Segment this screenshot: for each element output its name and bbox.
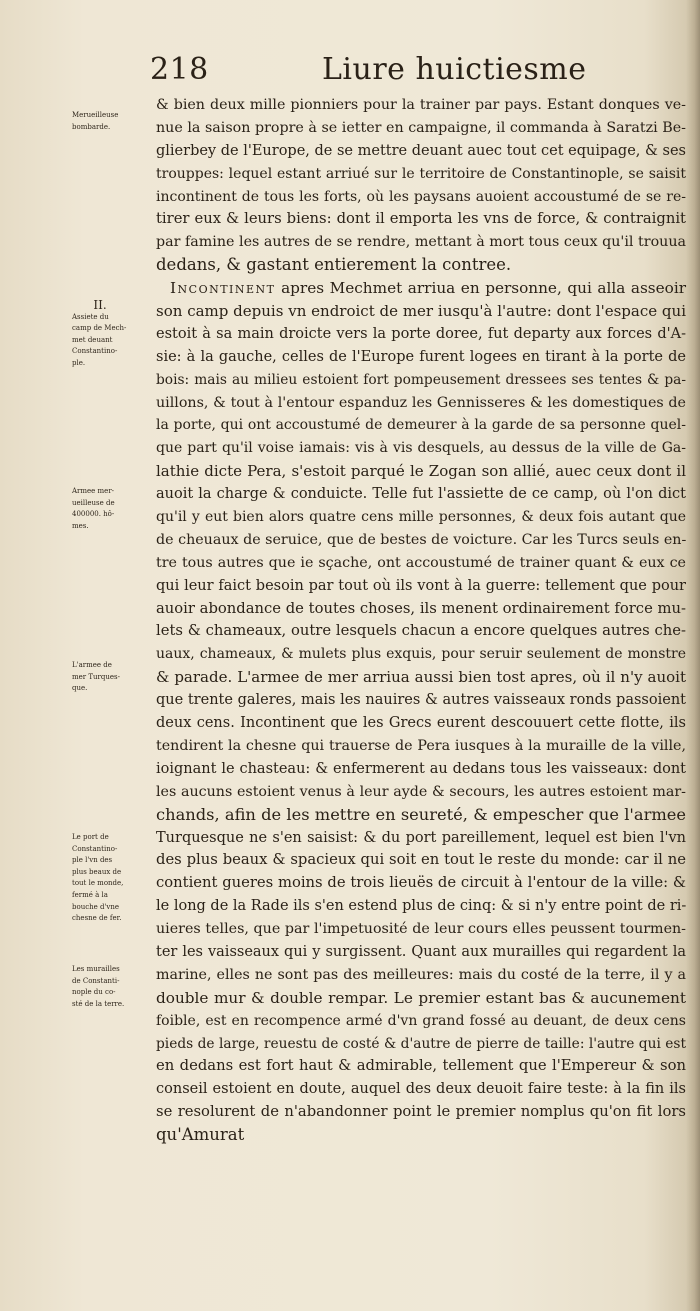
page-edge-shadow	[686, 0, 700, 1311]
page-number: 218	[150, 52, 209, 87]
text-line: bois: mais au milieu estoient fort pompeusement dressees ses tentes & pa-	[156, 371, 686, 388]
text-line: auoir abondance de toutes choses, ils menent ordinairement force mu-	[156, 599, 686, 617]
text-line: uaux, chameaux, & mulets plus exquis, pour seruir seulement de monstre	[156, 646, 686, 663]
text-line: sie: à la gauche, celles de l'Europe furent logees en tirant à la porte de	[156, 348, 686, 365]
text-line: que part qu'il voise iamais: vis à vis desquels, au dessus de la ville de Ga-	[156, 440, 686, 457]
margin-note-line: camp de Mech-	[72, 324, 127, 333]
text-line: que trente galeres, mais les nauires & autres vaisseaux ronds passoient	[156, 692, 686, 709]
catchword: qu'Amurat	[156, 1125, 245, 1145]
text-line: incontinent de tous les forts, où les paysans auoient accoustumé de se re-	[156, 188, 686, 205]
text-line: marine, elles ne sont pas des meilleures: mais du costé de la terre, il y a	[156, 966, 686, 983]
running-title: Liure huictiesme	[322, 52, 587, 87]
margin-note-line: plus beaux de	[72, 867, 122, 876]
margin-note-line: bombarde.	[72, 122, 111, 131]
text-line: contient gueres moins de trois lieuës de circuit à l'entour de la ville: &	[156, 874, 686, 892]
text-line: double mur & double rempar. Le premier estant bas & aucunement	[156, 988, 686, 1007]
text-line: & parade. L'armee de mer arriua aussi bien tost apres, où il n'y auoit	[156, 668, 686, 687]
text-line: qu'il y eut bien alors quatre cens mille personnes, & deux fois autant que	[156, 509, 686, 526]
margin-note-line: ple.	[72, 358, 86, 367]
margin-note-line: de Constanti-	[72, 976, 120, 985]
drop-word: Incontinent	[170, 279, 276, 298]
text-line: de cheuaux de seruice, que de bestes de voicture. Car les Turcs seuls en-	[156, 531, 687, 548]
text-line: & bien deux mille pionniers pour la trainer par pays. Estant donques ve-	[156, 97, 686, 113]
margin-note-line: tout le monde,	[72, 879, 124, 888]
margin-note-line: bouche d'vne	[72, 902, 120, 911]
text-line: qui leur faict besoin par tout où ils vont à la guerre: tellement que pour	[156, 577, 686, 594]
text-line: conseil estoient en doute, auquel des deux deuoit faire teste: à la fin ils	[156, 1081, 686, 1098]
margin-note-number: II.	[93, 298, 107, 312]
margin-note-murailles	[72, 964, 162, 1010]
text-line: nue la saison propre à se ietter en campaigne, il commanda à Saratzi Be-	[156, 119, 686, 136]
margin-note-line: Assiete du	[72, 312, 109, 321]
text-line: par famine les autres de se rendre, mettant à mort tous ceux qu'il trouua	[156, 234, 686, 251]
margin-note-line: ple l'vn des	[72, 856, 113, 865]
margin-note-armee	[72, 486, 162, 532]
margin-note-line: chesne de fer.	[72, 914, 122, 923]
margin-note-line: mer Turques-	[72, 672, 120, 681]
text-line: tirer eux & leurs biens: dont il emporta les vns de force, & contraignit	[156, 210, 686, 228]
text-line: Turquesque ne s'en saisist: & du port pareillement, lequel est bien l'vn	[156, 829, 686, 846]
text-line-paragraph-start	[156, 277, 686, 300]
margin-note-line: 400000. hô-	[72, 510, 115, 519]
text-line: des plus beaux & spacieux qui soit en tout le reste du monde: car il ne	[156, 851, 686, 869]
text-line: tendirent la chesne qui trauerse de Pera iusques à la muraille de la ville,	[156, 737, 686, 754]
text-line: la porte, qui ont accoustumé de demeurer à la garde de sa personne quel-	[156, 417, 686, 434]
margin-note-port	[72, 832, 162, 925]
margin-note-camp	[72, 300, 162, 370]
text-line: le long de la Rade ils s'en estend plus de cinq: & si n'y entre point de ri-	[156, 898, 687, 915]
text-line: uieres telles, que par l'impetuosité de leur cours elles peussent tourmen-	[156, 921, 686, 938]
text-line: se resolurent de n'abandonner point le premier nomplus qu'on fit lors	[156, 1103, 686, 1121]
text-line: ioignant le chasteau: & enfermerent au dedans tous les vaisseaux: dont	[156, 760, 686, 777]
text-line-rest: apres Mechmet arriua en personne, qui alla asseoir	[281, 279, 686, 298]
text-line: pieds de large, reuestu de costé & d'autre de pierre de taille: l'autre qui est	[156, 1035, 686, 1052]
margin-note-line: Les murailles	[72, 965, 120, 973]
margin-note-line: sté de la terre.	[72, 999, 125, 1008]
text-line: estoit à sa main droicte vers la porte doree, fut departy aux forces d'A-	[156, 325, 686, 342]
text-line: foible, est en recompence armé d'vn grand fossé au deuant, de deux cens	[156, 1012, 686, 1029]
text-line: ter les vaisseaux qui y surgissent. Quant aux murailles qui regardent la	[156, 943, 686, 960]
text-line: deux cens. Incontinent que les Grecs eurent descouuert cette flotte, ils	[156, 715, 686, 732]
margin-note-line: Le port de	[72, 833, 109, 841]
margin-note-line: que.	[72, 684, 88, 693]
text-line: dedans, & gastant entierement la contree.	[156, 255, 512, 275]
text-line: glierbey de l'Europe, de se mettre deuant auec tout cet equipage, & ses	[156, 142, 686, 159]
margin-note-line: Merueilleuse	[72, 111, 119, 119]
text-line: tre tous autres que ie sçache, ont accoustumé de trainer quant & eux ce	[156, 554, 686, 571]
margin-note-line: fermé à la	[72, 890, 108, 899]
page-header	[150, 52, 690, 92]
text-line: chands, afin de les mettre en seureté, & empescher que l'armee	[156, 804, 686, 824]
margin-note-line: ueilleuse de	[72, 498, 115, 507]
margin-note-line: met deuant	[72, 335, 113, 344]
margin-note-line: Armee mer-	[72, 487, 115, 495]
text-line: lets & chameaux, outre lesquels chacun a encore quelques autres che-	[156, 622, 686, 640]
margin-note-line: Constantino-	[72, 347, 118, 356]
margin-note-line: mes.	[72, 521, 89, 530]
margin-note-armee-de-mer	[72, 660, 162, 695]
text-line: les aucuns estoient venus à leur ayde & secours, les autres estoient mar-	[156, 783, 686, 800]
text-line: lathie dicte Pera, s'estoit parqué le Zogan son allié, auec ceux dont il	[156, 462, 686, 481]
margin-note-line: Constantino-	[72, 844, 118, 853]
margin-note-line: nople du co-	[72, 988, 116, 997]
margin-note-bombarde	[72, 110, 162, 133]
text-line: uillons, & tout à l'entour espanduz les Gennisseres & les domestiques de	[156, 394, 686, 411]
text-line: son camp depuis vn endroict de mer iusqu'à l'autre: dont l'espace qui	[156, 302, 686, 321]
text-line: auoit la charge & conduicte. Telle fut l'assiette de ce camp, où l'on dict	[156, 486, 686, 503]
body-text	[156, 94, 686, 1147]
margin-note-line: L'armee de	[72, 661, 112, 669]
text-line: en dedans est fort haut & admirable, tellement que l'Empereur & son	[156, 1057, 686, 1075]
text-line: trouppes: lequel estant arriué sur le territoire de Constantinople, se saisit	[156, 165, 686, 182]
